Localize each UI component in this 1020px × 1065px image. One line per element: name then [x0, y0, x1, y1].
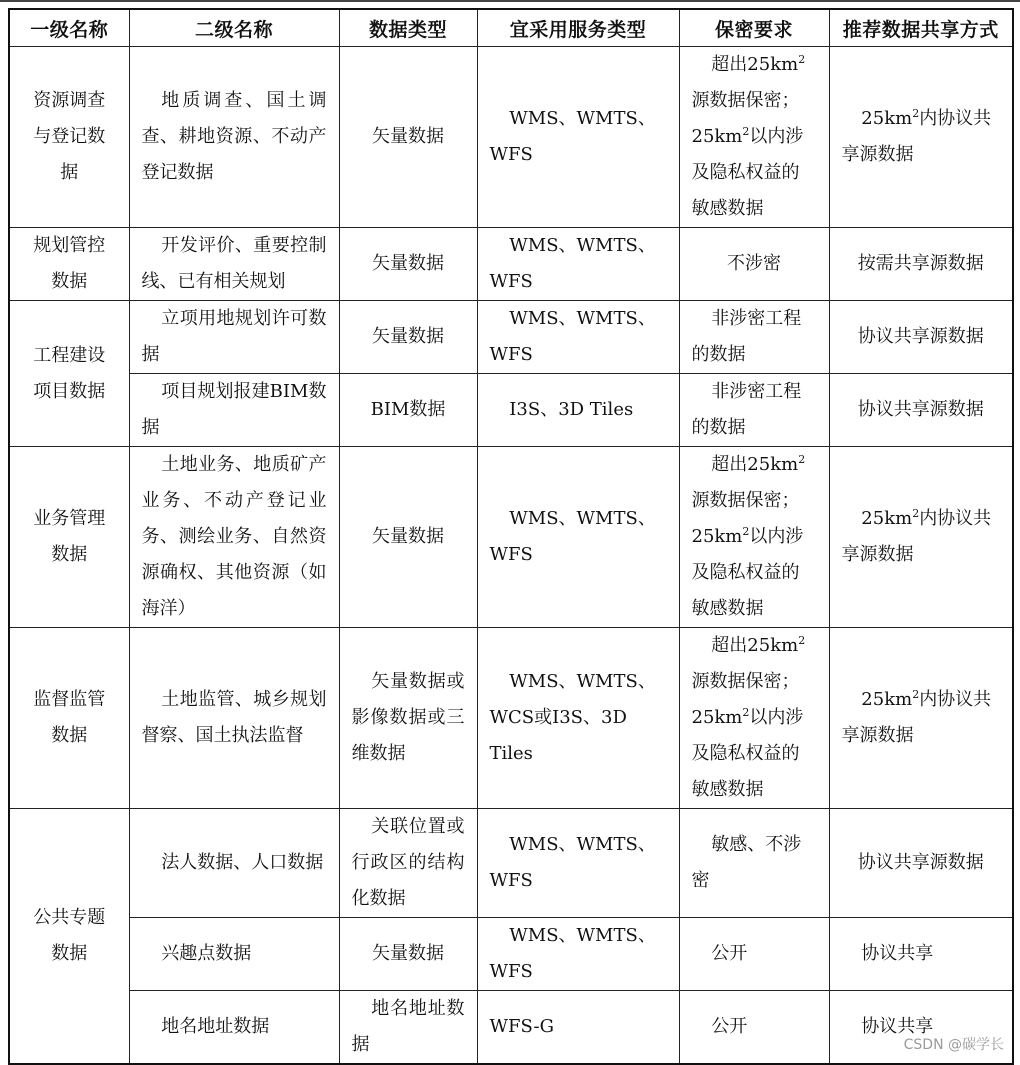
data-type: 矢量数据 [339, 301, 477, 374]
secrecy: 敏感、不涉密 [679, 809, 829, 918]
group-name: 规划管控数据 [9, 228, 129, 301]
service-type: WMS、WMTS、WFS [477, 228, 679, 301]
sub-name: 项目规划报建BIM数据 [129, 374, 339, 447]
sub-name: 立项用地规划许可数据 [129, 301, 339, 374]
secrecy: 公开 [679, 918, 829, 991]
secrecy: 非涉密工程的数据 [679, 301, 829, 374]
sub-name: 法人数据、人口数据 [129, 809, 339, 918]
service-type: WMS、WMTS、WFS [477, 918, 679, 991]
group-name: 监督监管数据 [9, 628, 129, 809]
sharing-method: 协议共享源数据 [829, 374, 1013, 447]
data-type: 矢量数据 [339, 918, 477, 991]
header-secrecy: 保密要求 [679, 9, 829, 47]
sub-name: 地质调查、国土调查、耕地资源、不动产登记数据 [129, 47, 339, 228]
sharing-method: 协议共享源数据 [829, 809, 1013, 918]
data-type: 矢量数据 [339, 228, 477, 301]
table-row [9, 447, 1013, 628]
data-type: 地名地址数据 [339, 991, 477, 1065]
group-name: 业务管理数据 [9, 447, 129, 628]
sub-name: 土地业务、地质矿产业务、不动产登记业务、测绘业务、自然资源确权、其他资源（如海洋） [129, 447, 339, 628]
data-type: 关联位置或行政区的结构化数据 [339, 809, 477, 918]
data-type: BIM数据 [339, 374, 477, 447]
sub-name: 兴趣点数据 [129, 918, 339, 991]
table-row [9, 918, 1013, 991]
watermark: CSDN @碳学长 [903, 1037, 1004, 1053]
sharing-method: 协议共享源数据 [829, 301, 1013, 374]
header-level2: 二级名称 [129, 9, 339, 47]
table-row [9, 47, 1013, 228]
cropped-top-rule [0, 0, 1020, 4]
table-row [9, 374, 1013, 447]
service-type: I3S、3D Tiles [477, 374, 679, 447]
secrecy: 非涉密工程的数据 [679, 374, 829, 447]
group-name: 资源调查与登记数据 [9, 47, 129, 228]
sharing-method: $25km^2$内协议共享源数据 [829, 47, 1013, 228]
group-name: 公共专题数据 [9, 809, 129, 1065]
table-row [9, 628, 1013, 809]
data-type: 矢量数据 [339, 47, 477, 228]
sub-name: 地名地址数据 [129, 991, 339, 1065]
service-type: WMS、WMTS、WFS [477, 447, 679, 628]
secrecy: 超出$25km^2$源数据保密；$25km^2$以内涉及隐私权益的敏感数据 [679, 447, 829, 628]
service-type: WMS、WMTS、WFS [477, 809, 679, 918]
table-row [9, 809, 1013, 918]
data-type: 矢量数据 [339, 447, 477, 628]
service-type: WMS、WMTS、WCS或I3S、3D Tiles [477, 628, 679, 809]
service-type: WFS-G [477, 991, 679, 1065]
sharing-method: $25km^2$内协议共享源数据 [829, 628, 1013, 809]
service-type: WMS、WMTS、WFS [477, 301, 679, 374]
secrecy: 不涉密 [679, 228, 829, 301]
secrecy: 公开 [679, 991, 829, 1065]
sharing-method: 按需共享源数据 [829, 228, 1013, 301]
sub-name: 开发评价、重要控制线、已有相关规划 [129, 228, 339, 301]
header-service-type: 宜采用服务类型 [477, 9, 679, 47]
header-row [9, 9, 1013, 47]
service-type: WMS、WMTS、WFS [477, 47, 679, 228]
sharing-method: 协议共享 [829, 991, 1013, 1065]
secrecy: 超出$25km^2$源数据保密；$25km^2$以内涉及隐私权益的敏感数据 [679, 628, 829, 809]
table-row [9, 991, 1013, 1065]
sharing-method: 协议共享 [829, 918, 1013, 991]
header-sharing-method: 推荐数据共享方式 [829, 9, 1013, 47]
group-name: 工程建设项目数据 [9, 301, 129, 447]
table-row [9, 228, 1013, 301]
secrecy: 超出$25km^2$源数据保密；$25km^2$以内涉及隐私权益的敏感数据 [679, 47, 829, 228]
header-level1: 一级名称 [9, 9, 129, 47]
data-sharing-table [8, 8, 1014, 1065]
header-data-type: 数据类型 [339, 9, 477, 47]
sharing-method: $25km^2$内协议共享源数据 [829, 447, 1013, 628]
data-type: 矢量数据或影像数据或三维数据 [339, 628, 477, 809]
table-row [9, 301, 1013, 374]
sub-name: 土地监管、城乡规划督察、国土执法监督 [129, 628, 339, 809]
